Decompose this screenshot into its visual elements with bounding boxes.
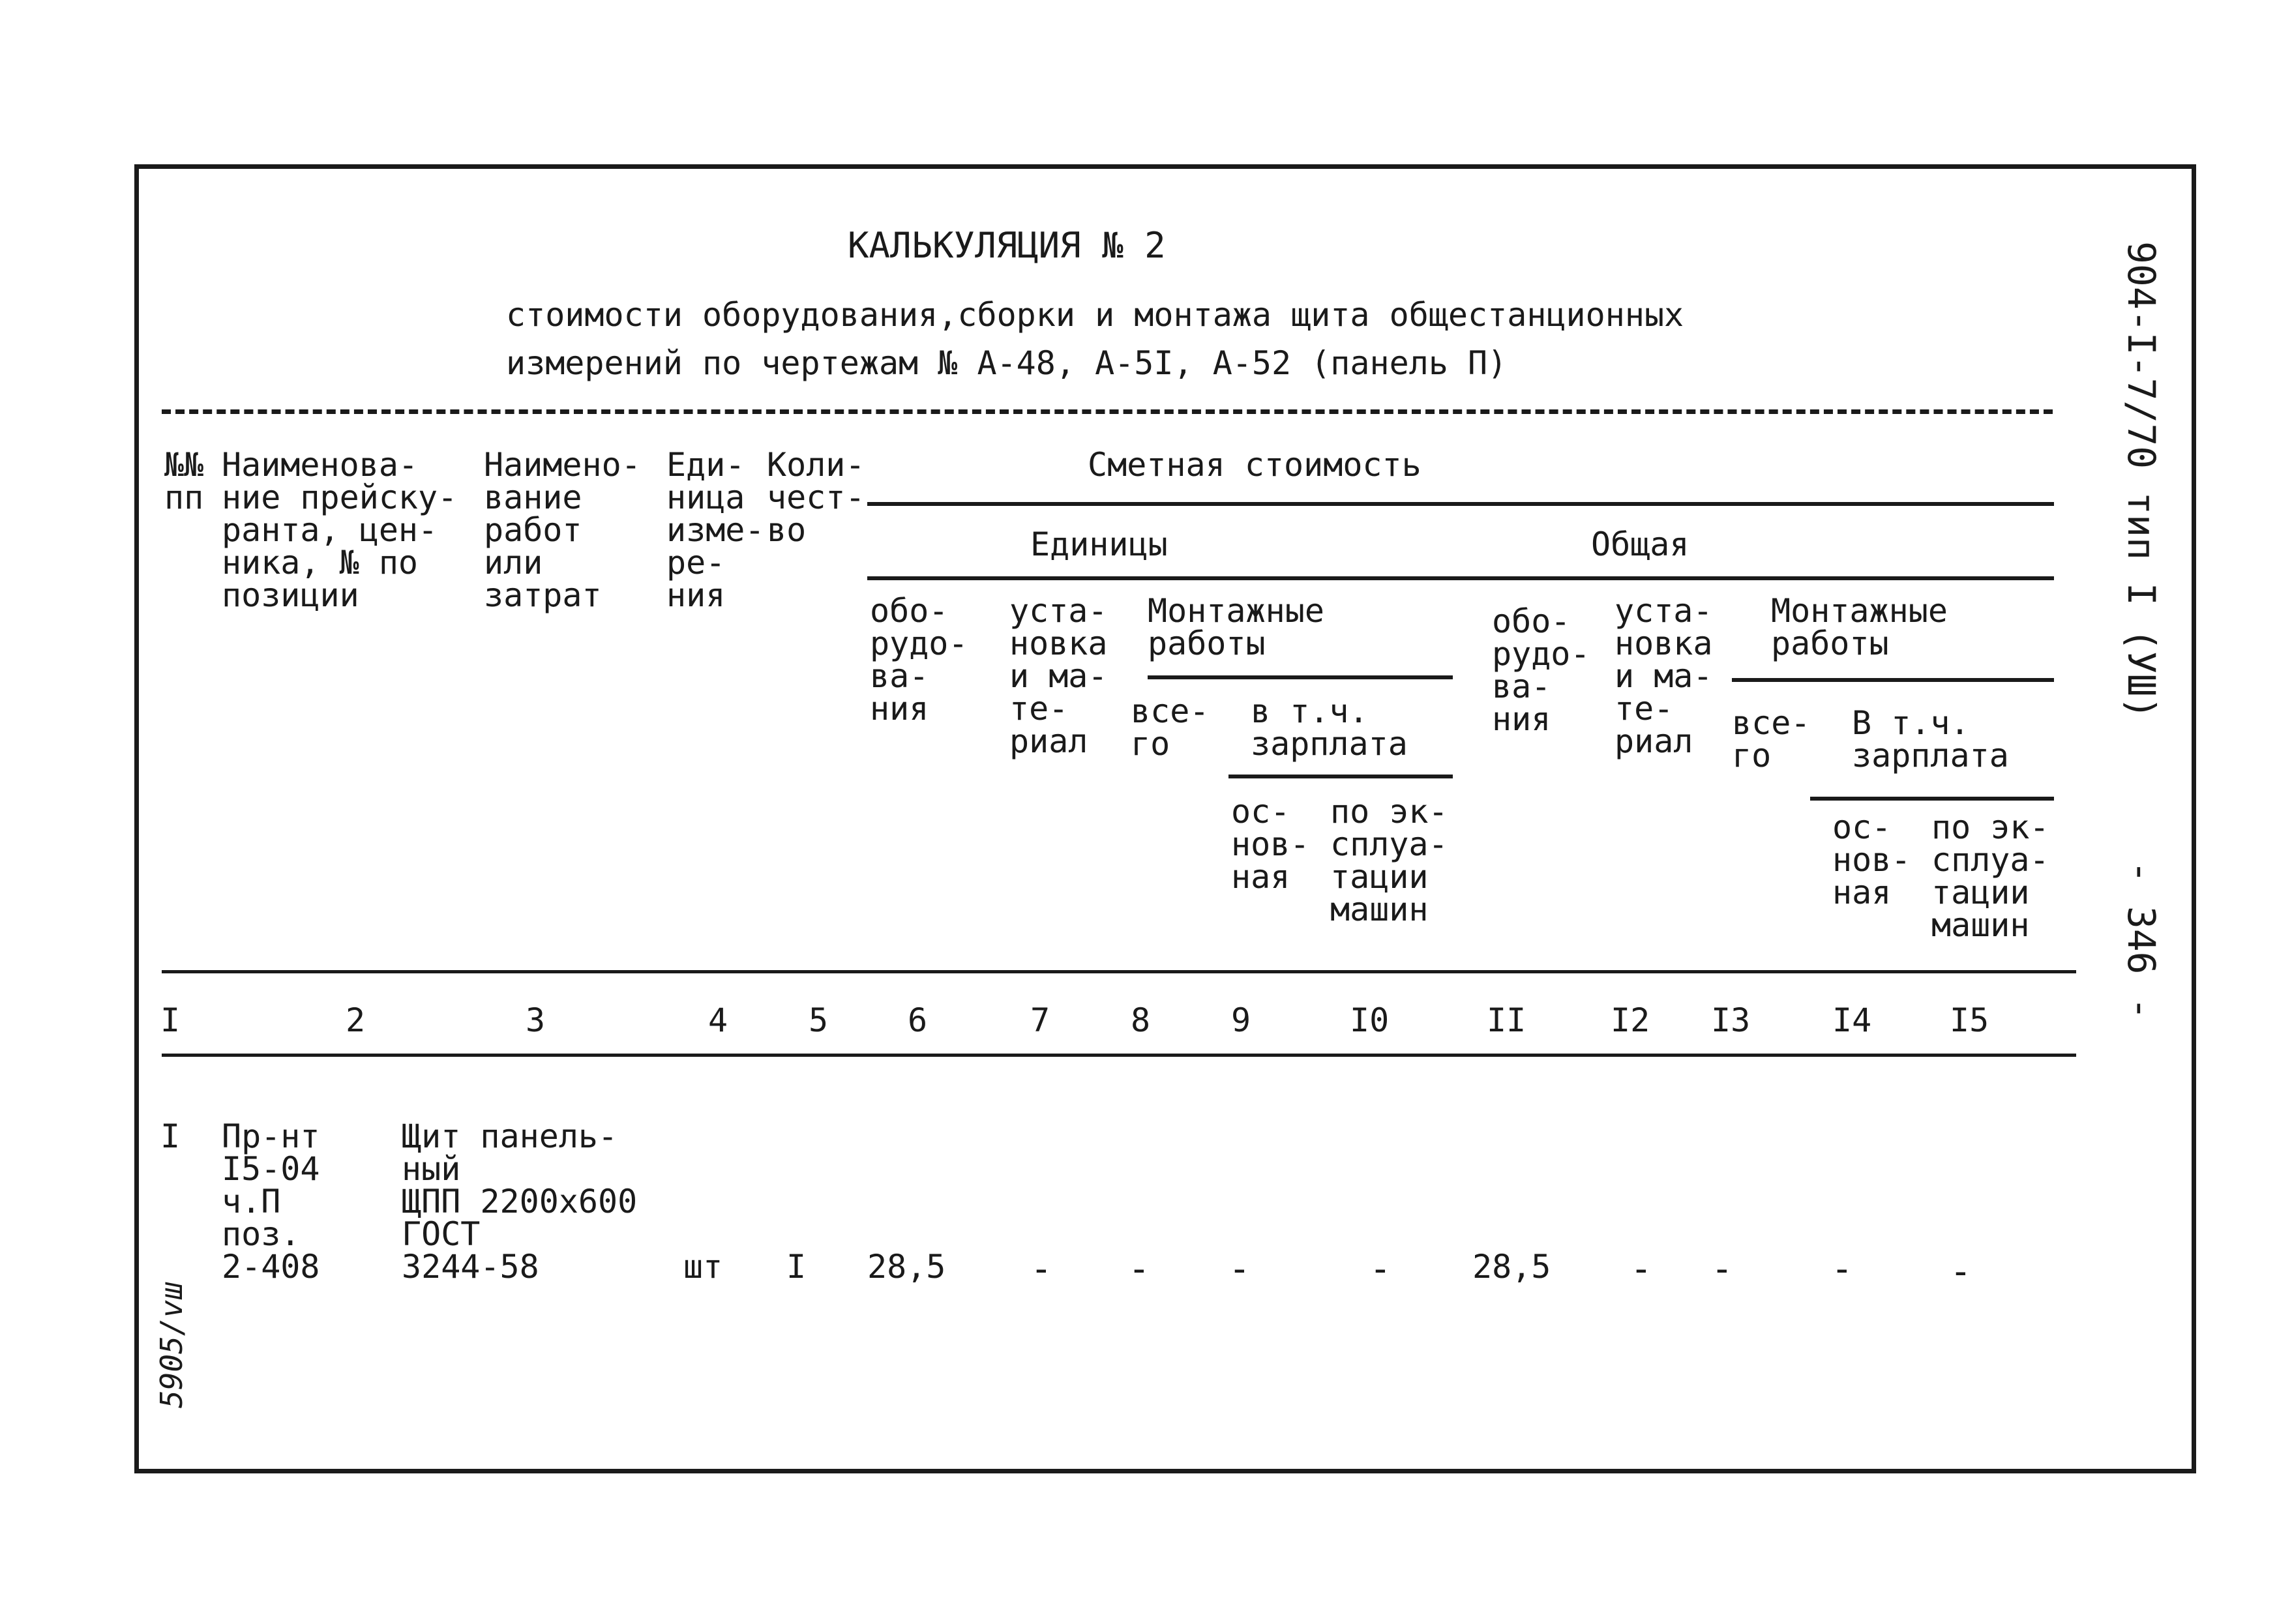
row-no: I (160, 1117, 181, 1155)
row-total-all: - (1711, 1248, 1733, 1290)
header-total-wages: В т.ч. зарплата (1852, 704, 2009, 775)
col-number-1: I (160, 1001, 181, 1039)
col-number-5: 5 (809, 1001, 829, 1039)
col-number-11: II (1487, 1001, 1526, 1039)
rule-col-numbers-bottom (162, 1054, 2076, 1057)
header-unit-mounting: Монтажные работы (1148, 592, 1324, 662)
header-total-installation: уста- новка и ма- те- риал (1615, 592, 1713, 760)
header-total-mounting: Монтажные работы (1771, 592, 1948, 662)
rule-header-bottom (162, 970, 2076, 973)
col-number-6: 6 (908, 1001, 928, 1039)
rule-unit-total (867, 576, 2054, 580)
header-unit-machine: по эк- сплуа- тации машин (1330, 793, 1448, 928)
header-unit-wages: в т.ч. зарплата (1251, 692, 1408, 763)
page-number: - 346 - (2119, 861, 2164, 1020)
header-col-unit: Еди- ница изме- ре- ния (666, 446, 765, 614)
header-total-basic: ос- нов- ная (1832, 808, 1911, 911)
header-unit-all: все- го (1131, 692, 1210, 763)
subtitle-line-1: стоимости оборудования,сборки и монтажа щита общестанционных (506, 296, 1684, 334)
row-total-basic: - (1831, 1248, 1853, 1290)
col-number-15: I5 (1950, 1001, 1989, 1039)
rule-unit-mounting (1148, 675, 1453, 679)
col-number-12: I2 (1611, 1001, 1650, 1039)
row-total-machine: - (1950, 1250, 1972, 1293)
subtitle-line-2: измерений по чертежам № А-48, А-5I, А-52 (панель П) (506, 344, 1508, 382)
row-unit-machine: - (1369, 1248, 1392, 1290)
document-title: КАЛЬКУЛЯЦИЯ № 2 (848, 225, 1166, 266)
header-col-work: Наимено- вание работ или затрат (484, 446, 641, 614)
col-number-13: I3 (1711, 1001, 1751, 1039)
header-separator (162, 409, 2053, 414)
col-number-4: 4 (708, 1001, 728, 1039)
header-col-no: №№ пп (164, 446, 204, 516)
col-number-2: 2 (346, 1001, 366, 1039)
row-unit-installation: - (1030, 1248, 1052, 1290)
header-unit-installation: уста- новка и ма- те- риал (1009, 592, 1108, 760)
rule-total-mounting (1732, 678, 2054, 682)
row-unit-all: - (1128, 1248, 1150, 1290)
row-unit-equipment: 28,5 (867, 1248, 946, 1286)
header-col-pricelist: Наименова- ние прейску- ранта, цен- ника, № по позиции (222, 446, 458, 614)
header-per-unit: Единицы (1030, 525, 1168, 563)
header-total: Общая (1591, 525, 1689, 563)
rule-estimated-cost (867, 502, 2054, 506)
row-total-equipment: 28,5 (1472, 1248, 1551, 1286)
header-total-equipment: обо- рудо- ва- ния (1492, 602, 1590, 738)
header-unit-equipment: обо- рудо- ва- ния (870, 592, 968, 728)
header-total-all: все- го (1732, 704, 1811, 775)
header-estimated-cost: Сметная стоимость (1088, 446, 1421, 484)
col-number-14: I4 (1832, 1001, 1872, 1039)
col-number-8: 8 (1131, 1001, 1151, 1039)
header-col-qty: Коли- чест- во (767, 446, 865, 549)
col-number-9: 9 (1231, 1001, 1251, 1039)
rule-total-wages (1810, 797, 2054, 801)
row-work: Щит панель- ный ЩПП 2200х600 ГОСТ 3244-58 (402, 1117, 638, 1286)
col-number-3: 3 (526, 1001, 546, 1039)
col-number-7: 7 (1030, 1001, 1050, 1039)
col-number-10: I0 (1350, 1001, 1390, 1039)
row-total-installation: - (1630, 1248, 1652, 1290)
archive-stamp: 5905/vш (154, 1282, 189, 1408)
rule-unit-wages (1228, 775, 1453, 778)
side-code: 904-I-7/70 тип I (УШ) (2119, 241, 2164, 720)
header-unit-basic: ос- нов- ная (1231, 793, 1310, 896)
row-qty: I (786, 1248, 807, 1286)
row-unit-basic: - (1228, 1248, 1251, 1290)
row-pricelist: Пр-нт I5-04 ч.П поз. 2-408 (222, 1117, 320, 1286)
header-total-machine: по эк- сплуа- тации машин (1931, 808, 2049, 944)
row-unit: шт (683, 1248, 723, 1286)
